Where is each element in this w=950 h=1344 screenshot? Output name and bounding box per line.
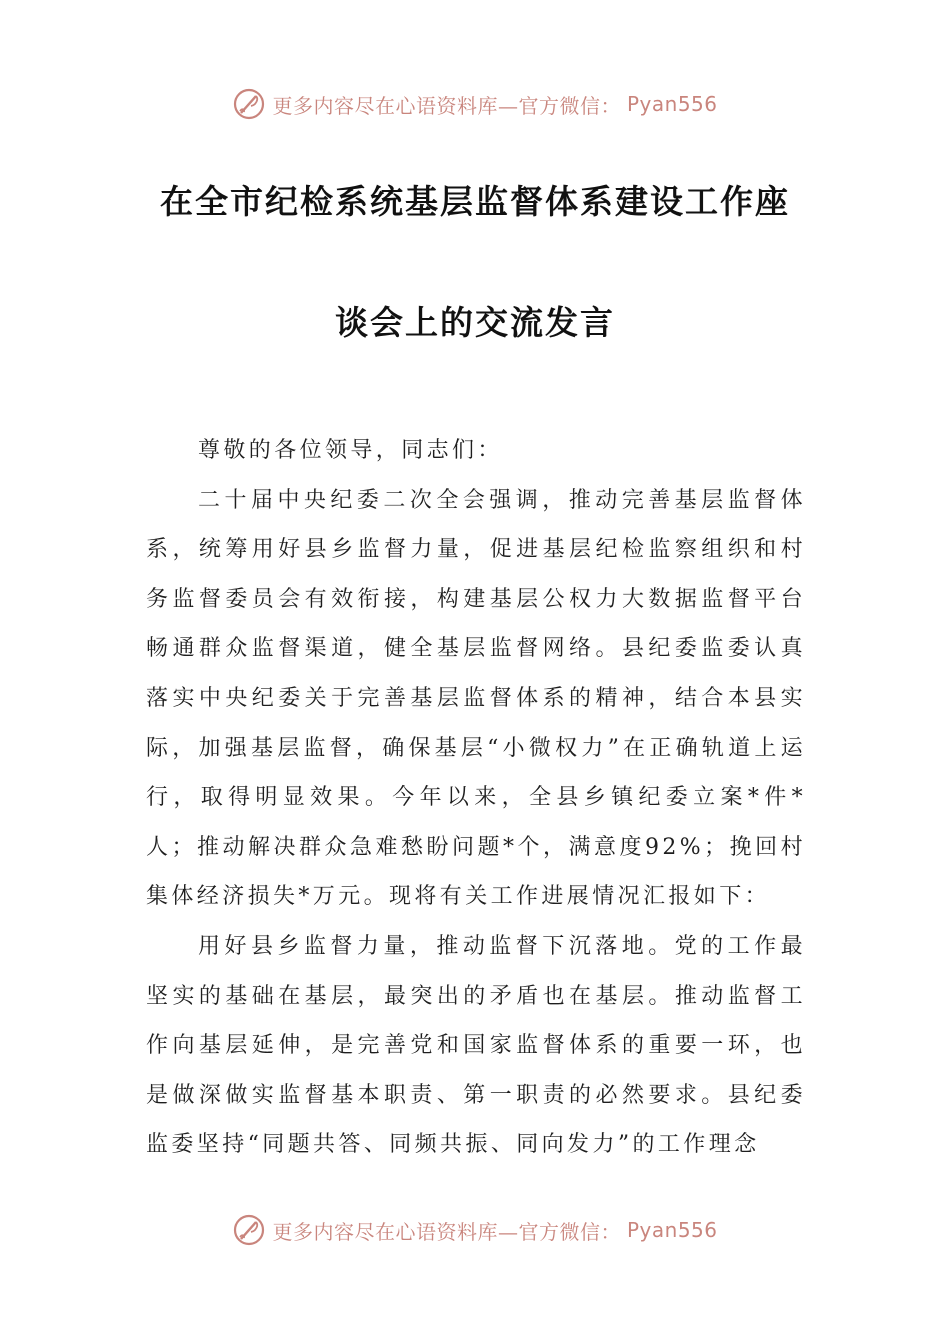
banner-wechat-id: Pyan556: [626, 92, 718, 116]
banner-text: 更多内容尽在心语资料库—官方微信：: [272, 1219, 621, 1244]
body-paragraph-1: 二十届中央纪委二次全会强调，推动完善基层监督体系，统筹用好县乡监督力量，促进基层纪检监察组织和村务监督委员会有效衔接，构建基层公权力大数据监督平台畅通群众监督渠道，健全基层监督网络。县纪委监委认真落实中央纪委关于完善基层监督体系的精神，结合本县实际，加强基层监督，确保基层“小微权力”在正确轨道上运行，取得明显效果。今年以来，全县乡镇纪委立案*件*人；推动解决群众急难愁盼问题*个，满意度92%；挽回村集体经济损失*万元。现将有关工作进展情况汇报如下：: [146, 487, 806, 910]
document-body: [146, 426, 806, 1170]
quill-logo-icon: [232, 1213, 266, 1247]
footer-watermark-banner: [0, 1208, 950, 1252]
banner-wechat-id: Pyan556: [626, 1218, 718, 1242]
document-title-line-2: 谈会上的交流发言: [335, 303, 615, 342]
document-title-line-1: 在全市纪检系统基层监督体系建设工作座: [160, 182, 790, 221]
body-paragraph-2: 用好县乡监督力量，推动监督下沉落地。党的工作最坚实的基础在基层，最突出的矛盾也在基层。推动监督工作向基层延伸，是完善党和国家监督体系的重要一环，也是做深做实监督基本职责、第一职责的必然要求。县纪委监委坚持“同题共答、同频共振、同向发力”的工作理念: [146, 933, 806, 1158]
quill-logo-icon: [232, 87, 266, 121]
header-watermark-banner: [0, 82, 950, 126]
salutation: 尊敬的各位领导，同志们：: [198, 438, 503, 463]
banner-text: 更多内容尽在心语资料库—官方微信：: [272, 93, 621, 118]
